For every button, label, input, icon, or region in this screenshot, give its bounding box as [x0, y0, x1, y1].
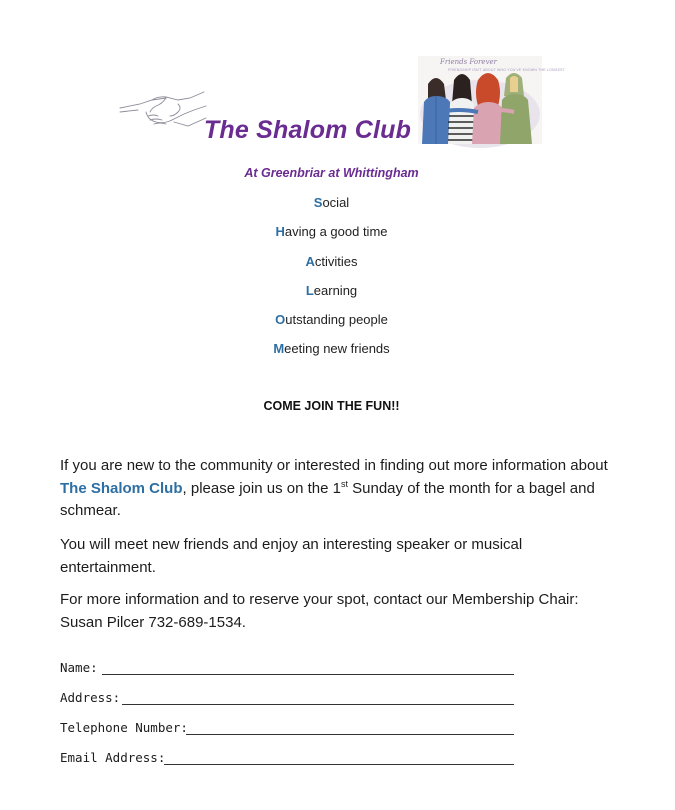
acrostic-line-activities: [0, 254, 663, 269]
address-field[interactable]: [122, 704, 514, 705]
intro-text-b: , please join us on the 1: [182, 479, 341, 497]
illustration-caption: Friends Forever: [440, 58, 498, 66]
acrostic-line-having: [0, 224, 663, 239]
address-field-row: [60, 690, 515, 708]
acrostic-letter: H: [275, 224, 285, 239]
acrostic-line-outstanding: [0, 312, 663, 327]
acrostic-text: aving a good time: [284, 224, 388, 239]
acrostic-letter: L: [305, 283, 314, 298]
name-field-row: [60, 660, 515, 678]
acrostic-text: utstanding people: [285, 312, 388, 327]
acrostic-text: ctivities: [314, 254, 358, 269]
name-field[interactable]: [102, 674, 514, 675]
club-name: The Shalom Club: [60, 479, 183, 497]
acrostic-line-social: [0, 195, 663, 210]
telephone-field-row: [60, 720, 515, 738]
contact-paragraph: For more information and to reserve your spot, contact our Membership Chair: Susan Pilcer 732-689-1534.: [60, 591, 579, 631]
acrostic-line-learning: [0, 283, 663, 298]
acrostic-letter: M: [273, 341, 285, 356]
page-subtitle: At Greenbriar at Whittingham: [244, 166, 419, 180]
name-label: Name:: [60, 660, 98, 675]
ordinal-suffix: st: [340, 478, 348, 489]
acrostic-text: eeting new friends: [284, 341, 390, 356]
intro-paragraph: [60, 455, 620, 523]
address-label: Address:: [60, 690, 121, 705]
speaker-paragraph: You will meet new friends and enjoy an interesting speaker or musical entertainment.: [60, 536, 523, 576]
intro-text-a: If you are new to the community or interested in finding out more information about: [60, 457, 608, 474]
acrostic-text: ocial: [322, 195, 350, 210]
acrostic-text: earning: [313, 283, 358, 298]
email-label: Email Address:: [60, 750, 166, 765]
page-title: The Shalom Club: [203, 116, 412, 144]
illustration-subcaption: FRIENDSHIP ISN'T ABOUT WHO YOU'VE KNOWN THE LONGEST: [448, 68, 566, 72]
call-to-action: COME JOIN THE FUN!!: [263, 399, 400, 413]
acrostic-letter: S: [313, 195, 323, 210]
acrostic-letter: O: [275, 312, 286, 327]
telephone-field[interactable]: [186, 734, 514, 735]
intro-text-c: Sunday of the month for a bagel and schmear.: [60, 479, 595, 519]
acrostic-line-meeting: [0, 341, 663, 356]
telephone-label: Telephone Number:: [60, 720, 188, 735]
email-field[interactable]: [164, 764, 514, 765]
acrostic-letter: A: [305, 254, 315, 269]
email-field-row: [60, 750, 515, 768]
